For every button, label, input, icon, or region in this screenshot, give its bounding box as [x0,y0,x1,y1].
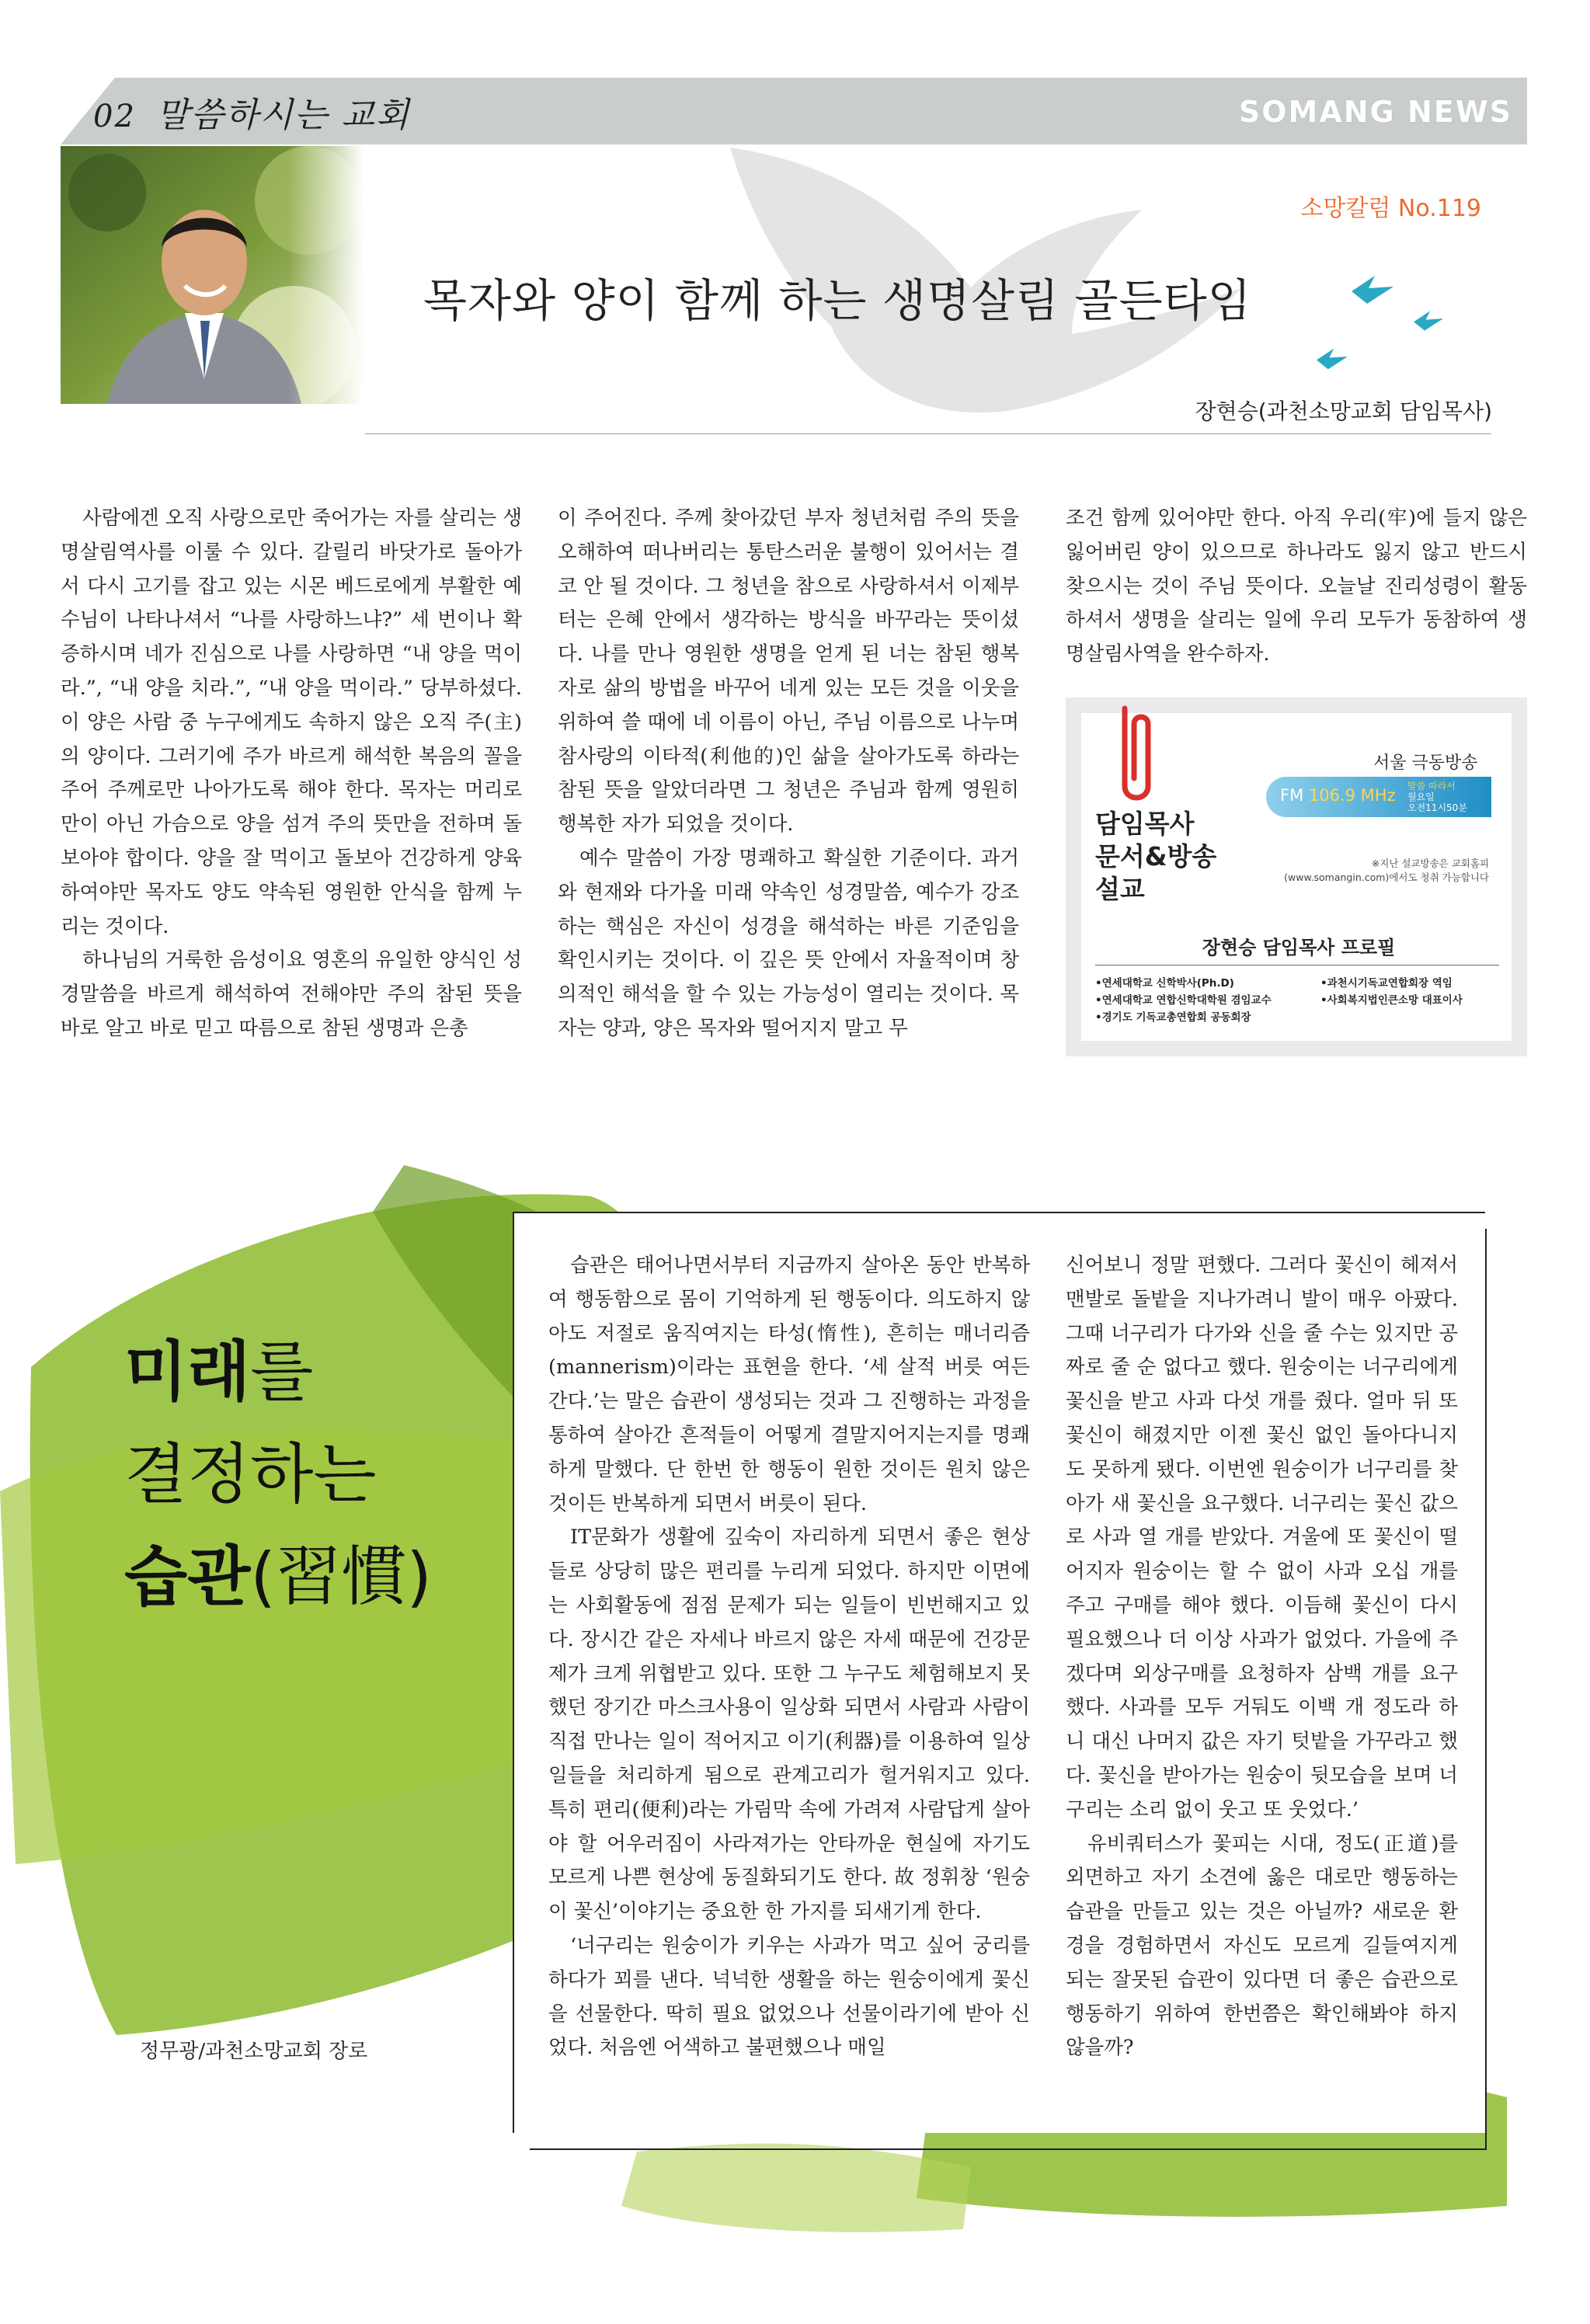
broadcast-title-line: 담임목사 [1095,809,1195,839]
profile-item: •과천시기독교연합회장 역임 [1320,977,1453,990]
archive-note [1284,857,1489,885]
column-series-label: 소망칼럼 No.119 [1300,195,1481,222]
paragraph: 습관은 태어나면서부터 지금까지 살아온 동안 반복하여 행동함으로 몸이 기억하게 된 행동이다. 의도하지 않아도 저절로 움직여지는 타성(惰性), 흔히는 매너리즘(mannerism)이라는 표현을 한다. ‘세 살적 버릇 여든 간다.’는 말은 습관이 생성되는 것과 그 진행하는 과정을 통하여 살아간 흔적들이 어떻게 결말지어지는지를 명쾌하게 말했다. 단 한번 한 행동이 원한 것이든 원치 않은 것이든 반복하게 되면서 버릇이 된다. [548,1254,1030,1515]
paragraph: 이 주어진다. 주께 찾아갔던 부자 청년처럼 주의 뜻을 오해하여 떠나버리는 통탄스러운 불행이 있어서는 결코 안 될 것이다. 그 청년을 참으로 사랑하셔서 이제부터는 은혜 안에서 생각하는 방식을 바꾸라는 뜻이셨다. 나를 만나 영원한 생명을 얻게 된 너는 참된 행복자로 삶의 방법을 바꾸어 네게 있는 모든 것을 이웃을 위하여 쓸 때에 네 이름이 아닌, 주님 이름으로 나누며 참사랑의 이타적(利他的)인 삶을 살아가도록 하라는 참된 뜻을 알았더라면 그 청년은 주님과 함께 영원히 행복한 자가 되었을 것이다. [558,506,1019,837]
paragraph: ‘너구리는 원숭이가 키우는 사과가 먹고 싶어 궁리를 하다가 꾀를 낸다. 넉넉한 생활을 하는 원숭이에게 꽃신을 선물한다. 딱히 필요 없었으나 선물이라기에 받아 신었다. 처음엔 어색하고 불편했으나 매일 [548,1933,1030,2060]
article1-column-3 [1066,502,1527,672]
paragraph: 유비쿼터스가 꽃피는 시대, 정도(正道)를 외면하고 자기 소견에 옳은 대로만 행동하는 습관을 만들고 있는 것은 아닐까? 새로운 환경을 경험하면서 자신도 모르게 길들여지게 되는 잘못된 습관이 있다면 더 좋은 습관으로 행동하기 위하여 한번쯤은 확인해봐야 하지 않을까? [1066,1832,1458,2060]
paragraph: 신어보니 정말 편했다. 그러다 꽃신이 헤져서 맨발로 돌밭을 지나가려니 발이 매우 아팠다. 그때 너구리가 다가와 신을 줄 수는 있지만 공짜로 줄 순 없다고 했다. 원숭이는 너구리에게 꽃신을 받고 사과 다섯 개를 줬다. 얼마 뒤 또 꽃신이 해졌지만 이젠 꽃신 없인 돌아다니지도 못하게 됐다. 이번엔 원숭이가 너구리를 찾아가 새 꽃신을 요구했다. 너구리는 꽃신 값으로 사과 열 개를 받았다. 겨울에 또 꽃신이 떨어지자 원숭이는 할 수 없이 사과 오십 개를 주고 구매를 해야 했다. 이듬해 꽃신이 다시 필요했으나 더 이상 사과가 없었다. 가을에 주겠다며 외상구매를 요청하자 삼백 개를 요구했다. 사과를 모두 거둬도 이백 개 정도라 하니 대신 나머지 값은 자기 텃밭을 가꾸라고 했다. 꽃신을 받아가는 원숭이 뒷모습을 보며 너구리는 소리 없이 웃고 또 웃었다.’ [1066,1254,1458,1821]
paragraph: 사람에겐 오직 사랑으로만 죽어가는 자를 살리는 생명살림역사를 이룰 수 있다. 갈릴리 바닷가로 돌아가서 다시 고기를 잡고 있는 시몬 베드로에게 부활한 예수님이 나타나셔서 “나를 사랑하느냐?” 세 번이나 확증하시며 네가 진심으로 나를 사랑하면 “내 양을 먹이라.”, “내 양을 치라.”, “내 양을 먹이라.” 당부하셨다. 이 양은 사람 중 누구에게도 속하지 않은 오직 주(主)의 양이다. 그러기에 주가 바르게 해석한 복음의 꼴을 주어 주께로만 나아가도록 해야 한다. 목자는 머리로만이 아닌 가슴으로 양을 섬겨 주의 뜻만을 전하며 돌보아야 합이다. 양을 잘 먹이고 돌보아 건강하게 양육하여야만 목자도 양도 약속된 영원한 안식을 함께 누리는 것이다. [61,506,522,938]
program-name: 말씀 따라서 [1407,781,1456,791]
panel-shadow-right [1485,1229,1487,2148]
article2-column-2 [1066,1249,1458,2065]
title-bold-word: 미래 [124,1334,251,1410]
panel-shadow-bottom [530,2148,1487,2150]
title-divider [365,433,1491,434]
profile-item: •사회복지법인큰소망 대표이사 [1320,994,1463,1007]
section-label [93,87,410,137]
frequency-label [1280,786,1396,805]
bird-icon [1317,348,1348,370]
brand-logo: SOMANG NEWS [1238,95,1512,129]
page-number: 02 [93,99,136,134]
broadcast-title-line: 문서&방송 [1095,841,1217,872]
article2-author: 정무광/과천소망교회 장로 [140,2040,368,2063]
profile-list-right [1320,975,1463,1009]
profile-item: •연세대학교 연합신학대학원 겸임교수 [1095,994,1272,1007]
bird-icon [1414,311,1443,331]
title-word: (習慣) [250,1539,432,1615]
program-day: 월요일 [1407,791,1435,802]
paragraph: 예수 말씀이 가장 명쾌하고 확실한 기준이다. 과거와 현재와 다가올 미래 약속인 성경말씀, 예수가 강조하는 핵심은 자신이 성경을 해석하는 바른 기준임을 확인시키는 것이다. 이 깊은 뜻 안에서 자율적이며 창의적인 해석을 할 수 있는 가능성이 열리는 것이다. 목자는 양과, 양은 목자와 떨어지지 말고 무 [558,846,1019,1040]
article2-title [124,1320,432,1628]
paragraph: 조건 함께 있어야만 한다. 아직 우리(牢)에 들지 않은 잃어버린 양이 있으므로 하나라도 잃지 않고 반드시 찾으시는 것이 주님 뜻이다. 오늘날 진리성령이 활동하셔서 생명을 살리는 일에 우리 모두가 동참하여 생명살림사역을 완수하자. [1066,506,1527,666]
profile-list-left [1095,975,1272,1026]
station-name: 서울 극동방송 [1373,753,1478,773]
profile-item: •경기도 기독교총연합회 공동회장 [1095,1011,1251,1024]
broadcast-title-line: 설교 [1095,874,1145,904]
article2-column-1 [548,1249,1030,2065]
section-title: 말씀하시는 교회 [155,96,411,135]
archive-note-line: ※지난 설교방송은 교회홈피 [1371,858,1489,869]
article1-column-1 [61,502,522,1046]
profile-item: •연세대학교 신학박사(Ph.D) [1095,977,1234,990]
paperclip-icon [1109,701,1164,809]
program-time: 오전11시50분 [1407,802,1467,813]
bird-icon [1352,276,1393,304]
article-author: 장현승(과천소망교회 담임목사) [1195,398,1492,424]
title-word: 를 [250,1334,314,1410]
title-bold-word: 습관 [124,1539,251,1615]
paragraph: 하나님의 거룩한 음성이요 영혼의 유일한 양식인 성경말씀을 바르게 해석하여 전해야만 주의 참된 뜻을 바로 알고 바로 믿고 따름으로 참된 생명과 은총 [61,948,522,1040]
archive-note-line: (www.somangin.com)에서도 청취 가능합니다 [1284,872,1489,883]
frequency-value: 106.9 MHz [1308,786,1396,805]
pastor-photo [61,146,364,404]
article-title: 목자와 양이 함께 하는 생명살림 골든타임 [423,274,1252,327]
broadcast-schedule [1407,781,1467,813]
frequency-prefix: FM [1280,786,1309,805]
article1-column-2 [558,502,1019,1046]
paragraph: IT문화가 생활에 깊숙이 자리하게 되면서 좋은 현상들로 상당히 많은 편리를 누리게 되었다. 하지만 이면에는 사회활동에 점점 문제가 되는 일들이 빈번해지고 있다. 장시간 같은 자세나 바르지 않은 자세 때문에 건강문제가 크게 위협받고 있다. 또한 그 누구도 체험해보지 못했던 장기간 마스크사용이 일상화 되면서 사람과 사람이 직접 만나는 일이 적어지고 이기(利器)를 이용하여 일상 일들을 처리하게 됨으로 관계고리가 헐거워지고 있다. 특히 편리(便利)라는 가림막 속에 가려져 사람답게 살아야 할 어우러짐이 사라져가는 안타까운 현실에 자기도 모르게 나쁜 현상에 동질화되기도 한다. 故 정휘창 ‘원숭이 꽃신’이야기는 중요한 한 가지를 되새기게 한다. [548,1526,1030,1924]
title-word: 결정하는 [124,1436,377,1512]
profile-title: 장현승 담임목사 프로필 [1202,937,1396,958]
broadcast-title [1095,808,1216,906]
